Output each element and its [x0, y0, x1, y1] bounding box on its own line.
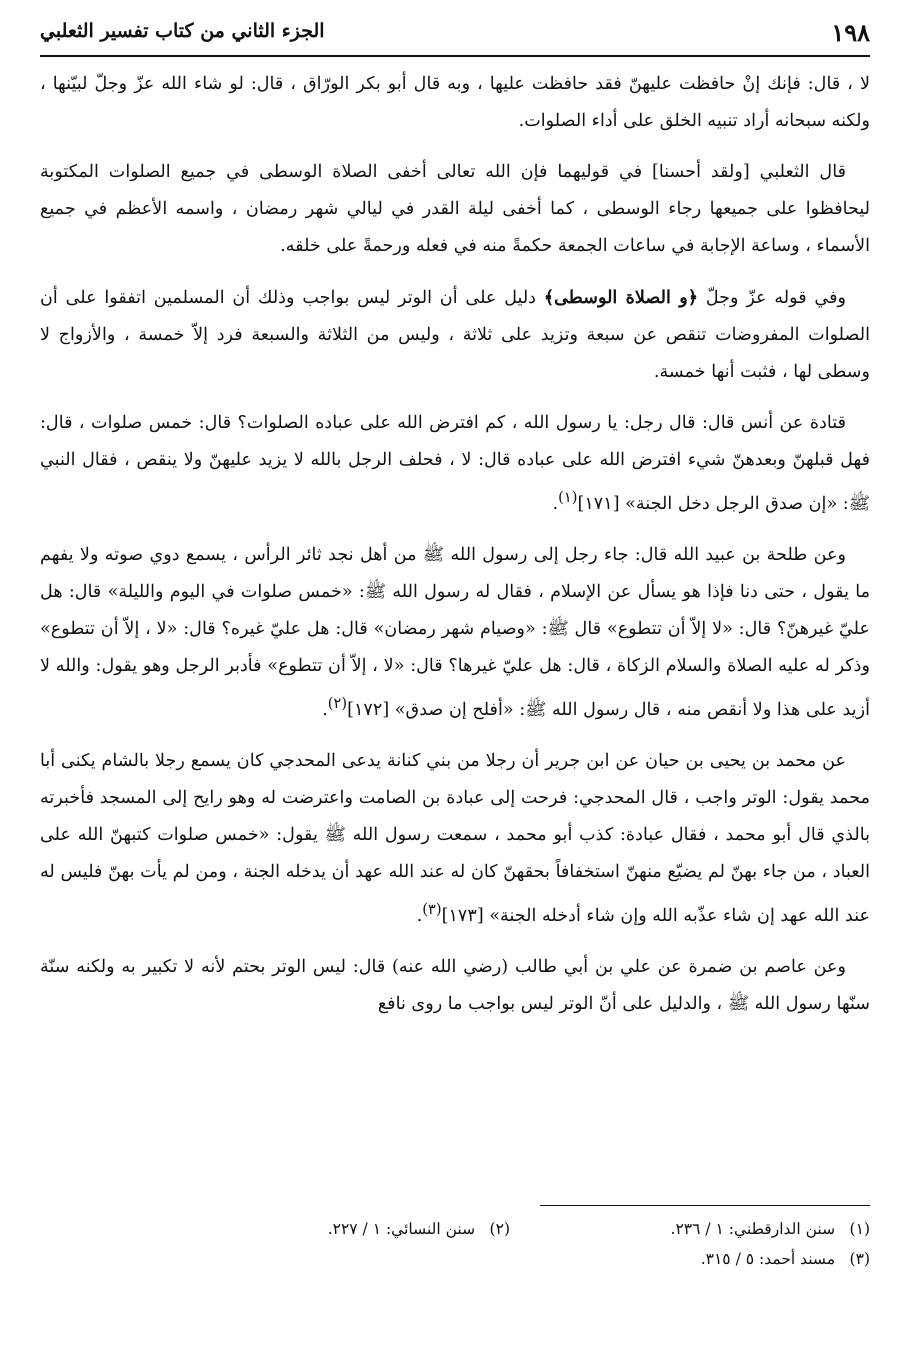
page-number: ١٩٨ — [831, 18, 870, 47]
paragraph-text: عن محمد بن يحيى بن حيان عن ابن جرير أن رجلا من بني كنانة يدعى المحدجي كان يسمع رجلا بالشام يكنى أبا محمد يقول: الوتر واجب ، قال المحدجي: فرحت إلى عبادة بن الصامت واعترضت له وهو رايح إلى المسجد فأخبرته بالذي قال أبو محمد ، فقال عبادة: كذب أبو محمد ، سمعت رسول الله ﷺ يقول: «خمس صلوات كتبهنّ الله على العباد ، من جاء بهنّ لم يضيّع منهنّ استخفافاً بحقهنّ كان له عند الله عهد أن يدخله الجنة ، ومن لم يأت بهنّ فليس له عند الله عهد إن شاء عذّبه الله وإن شاء أدخله الجنة» [١٧٣] — [40, 750, 870, 926]
paragraph — [40, 66, 870, 140]
footnotes — [40, 1214, 870, 1274]
footnote-number: (٣) — [849, 1250, 870, 1268]
paragraph — [40, 949, 870, 1023]
footnote-row — [40, 1244, 870, 1274]
footnote-marker: (١) — [558, 489, 578, 506]
paragraph — [40, 279, 870, 391]
footnote — [550, 1244, 870, 1274]
footnote-marker: (٢) — [327, 694, 348, 712]
quran-quote: ﴿و الصلاة الوسطى﴾ — [543, 287, 699, 308]
paragraph-text: دليل على أن الوتر ليس بواجب وذلك أن المسلمين اتفقوا على أن الصلوات المفروضات تنقص عن سبعة وتزيد على ثلاثة ، وليس من الثلاثة والسبعة فرد إلاّ خمسة ، والأزواج لا وسطى لها ، فثبت أنها خمسة. — [40, 288, 870, 382]
paragraph-text: قال الثعلبي [ولقد أحسنا] في قوليهما فإن الله تعالى أخفى الصلاة الوسطى في جميع الصلوات المكتوبة ليحافظوا على جميعها رجاء الوسطى ، كما أخفى ليلة القدر في ليالي شهر رمضان ، واسمه الأعظم في جميع الأسماء ، وساعة الإجابة في ساعات الجمعة حكمةً منه في فعله ورحمةً على خلقه. — [40, 162, 870, 256]
footnote-text: مسند أحمد: ٥ / ٣١٥. — [700, 1250, 836, 1268]
footnote-number: (١) — [849, 1220, 870, 1238]
page-header — [40, 18, 870, 50]
footnote — [550, 1214, 870, 1244]
running-title: الجزء الثاني من كتاب تفسير الثعلبي — [40, 20, 325, 42]
footnote-row — [40, 1214, 870, 1244]
paragraph: عن محمد بن يحيى بن حيان عن ابن جرير أن رجلا من بني كنانة يدعى المحدجي كان يسمع رجلا بالشام يكنى أبا محمد يقول: الوتر واجب ، قال المحدجي: فرحت إلى عبادة بن الصامت واعترضت له وهو رايح إلى المسجد فأخبرته بالذي قال أبو محمد ، فقال عبادة: كذب أبو محمد ، سمعت رسول الله ﷺ يقول: «خمس صلوات كتبهنّ الله على العباد ، من جاء بهنّ لم يضيّع منهنّ استخفافاً بحقهنّ كان له عند الله عهد أن يدخله الجنة ، ومن لم يأت بهنّ فليس له عند الله عهد إن شاء عذّبه الله وإن شاء أدخله الجنة» [١٧٣]$^{(٣)}$. — [40, 750, 870, 926]
main-text — [40, 66, 870, 1037]
header-rule — [40, 55, 870, 57]
footnote — [190, 1214, 510, 1244]
paragraph-text: وعن عاصم بن ضمرة عن علي بن أبي طالب (رضي الله عنه) قال: ليس الوتر بحتم لأنه لا تكبير به ولكنه سنّة سنّها رسول الله ﷺ ، والدليل على أنّ الوتر ليس بواجب ما روى نافع — [40, 956, 870, 1014]
footnote-text: سنن الدارقطني: ١ / ٢٣٦. — [670, 1220, 836, 1238]
paragraph-text: وفي قوله عزّ وجلّ — [698, 288, 846, 308]
footnote-number: (٢) — [489, 1220, 510, 1238]
footnote-rule — [540, 1205, 870, 1206]
paragraph: قتادة عن أنس قال: قال رجل: يا رسول الله ، كم افترض الله على عباده الصلوات؟ قال: خمس صلوات ، قال: فهل قبلهنّ وبعدهنّ شيء افترض الله على عباده قال: لا ، فحلف الرجل بالله لا يزيد عليهنّ ولا ينقص ، فقال النبي ﷺ: «إن صدق الرجل دخل الجنة» [١٧١]$^{(١)}$. — [40, 413, 870, 514]
paragraph-text: قتادة عن أنس قال: قال رجل: يا رسول الله ، كم افترض الله على عباده الصلوات؟ قال: خمس صلوات ، قال: فهل قبلهنّ وبعدهنّ شيء افترض الله على عباده قال: لا ، فحلف الرجل بالله لا يزيد عليهنّ ولا ينقص ، فقال النبي ﷺ: «إن صدق الرجل دخل الجنة» [١٧١] — [40, 413, 870, 514]
footnote-marker: (٣) — [422, 900, 442, 918]
paragraph: وعن طلحة بن عبيد الله قال: جاء رجل إلى رسول الله ﷺ من أهل نجد ثائر الرأس ، يسمع دوي صوته ولا يفهم ما يقول ، حتى دنا فإذا هو يسأل عن الإسلام ، فقال له رسول الله ﷺ: «خمس صلوات في اليوم والليلة» قال: هل عليّ غيرهنّ؟ قال: «لا إلاّ أن تتطوع» قال ﷺ: «وصيام شهر رمضان» قال: هل عليّ غيره؟ قال: «لا ، إلاّ أن تتطوع» وذكر له عليه الصلاة والسلام الزكاة ، قال: هل عليّ غيرها؟ قال: «لا ، إلاّ أن تتطوع» فأدبر الرجل وهو يقول: والله لا أزيد على هذا ولا أنقص منه ، قال رسول الله ﷺ: «أفلح إن صدق» [١٧٢]$^{(٢)}$. — [40, 544, 870, 720]
paragraph-text: لا ، قال: فإنك إنْ حافظت عليهنّ فقد حافظت عليها ، وبه قال أبو بكر الورّاق ، قال: لو شاء الله عزّ وجلّ لبيّنها ، ولكنه سبحانه أراد تنبيه الخلق على أداء الصلوات. — [40, 74, 870, 131]
footnote-text: سنن النسائي: ١ / ٢٢٧. — [327, 1220, 476, 1238]
paragraph — [40, 154, 870, 265]
paragraph-text: وعن طلحة بن عبيد الله قال: جاء رجل إلى رسول الله ﷺ من أهل نجد ثائر الرأس ، يسمع دوي صوته ولا يفهم ما يقول ، حتى دنا فإذا هو يسأل عن الإسلام ، فقال له رسول الله ﷺ: «خمس صلوات في اليوم والليلة» قال: هل عليّ غيرهنّ؟ قال: «لا إلاّ أن تتطوع» قال ﷺ: «وصيام شهر رمضان» قال: هل عليّ غيره؟ قال: «لا ، إلاّ أن تتطوع» وذكر له عليه الصلاة والسلام الزكاة ، قال: هل عليّ غيرها؟ قال: «لا ، إلاّ أن تتطوع» فأدبر الرجل وهو يقول: والله لا أزيد على هذا ولا أنقص منه ، قال رسول الله ﷺ: «أفلح إن صدق» [١٧٢] — [40, 544, 870, 720]
